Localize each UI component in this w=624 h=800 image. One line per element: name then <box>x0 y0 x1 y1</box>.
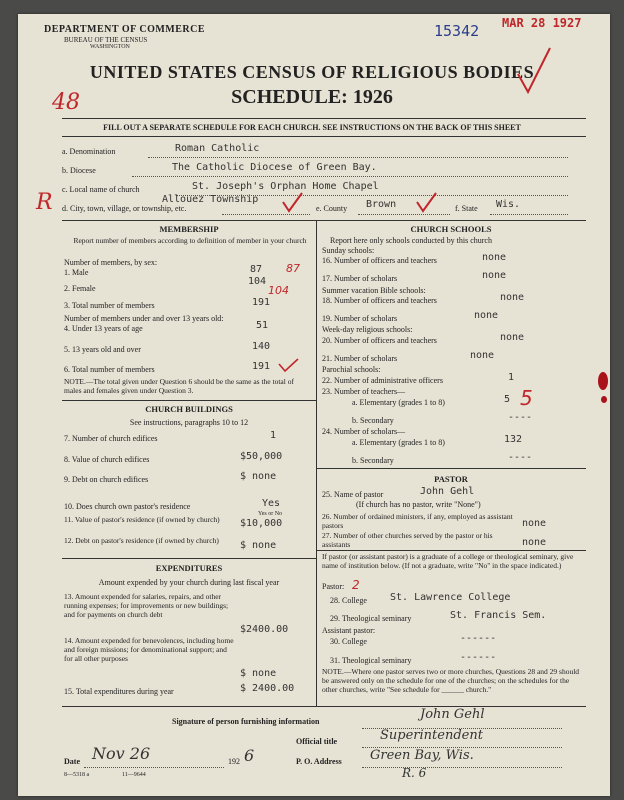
q12-label: 12. Debt on pastor's residence (if owned by church) <box>64 536 219 545</box>
divider <box>62 558 316 559</box>
department-heading: DEPARTMENT OF COMMERCE <box>44 24 206 35</box>
q1-label: 1. Male <box>64 268 89 277</box>
q24a-value: 132 <box>504 434 523 445</box>
q25-label: 25. Name of pastor <box>322 490 384 499</box>
check-mark-icon <box>414 190 440 214</box>
address-line-2: R. 6 <box>402 766 427 780</box>
q6-label: 6. Total number of members <box>64 365 155 374</box>
year-value: 6 <box>244 746 255 765</box>
check-mark-icon <box>276 356 302 376</box>
q30-value: ------ <box>460 633 497 644</box>
q24-label: 24. Number of scholars— <box>322 427 406 436</box>
q4-label: 4. Under 13 years of age <box>64 324 143 333</box>
q14-value: $ none <box>240 668 277 679</box>
form-number: 8—5318 a <box>64 772 90 778</box>
divider <box>316 550 586 551</box>
q30-label: 30. College <box>330 637 367 646</box>
divider <box>62 220 586 221</box>
q16-label: 16. Number of officers and teachers <box>322 256 437 265</box>
q26-value: none <box>522 518 547 529</box>
ink-spot <box>601 396 607 403</box>
q7-value: 1 <box>270 430 277 441</box>
address-value: Green Bay, Wis. <box>370 748 474 763</box>
pastor-note: NOTE.—Where one pastor serves two or more churches, Questions 28 and 29 should be answered only on the schedule for one of the churches; on the schedules for the other churches, write "See schedule for ______ church." <box>322 667 580 694</box>
sunday-label: Sunday schools: <box>322 246 375 255</box>
q3-value: 191 <box>252 297 271 308</box>
signature-label: Signature of person furnishing information <box>172 717 320 726</box>
q19-value: none <box>474 310 499 321</box>
local-name-value: St. Joseph's Orphan Home Chapel <box>192 181 379 192</box>
official-title-label: Official title <box>296 737 338 746</box>
q2-mark: 104 <box>268 284 289 297</box>
city-value: Allouez Township <box>162 194 259 205</box>
bureau-heading: BUREAU OF THE CENSUS <box>64 36 148 44</box>
q28-value: St. Lawrence College <box>390 592 511 603</box>
q2-value: 104 <box>248 276 267 287</box>
q15-label: 15. Total expenditures during year <box>64 687 174 696</box>
q21-value: none <box>470 350 495 361</box>
diocese-label: b. Diocese <box>62 166 96 175</box>
buildings-sub: See instructions, paragraphs 10 to 12 <box>129 418 249 427</box>
weekday-label: Week-day religious schools: <box>322 325 413 334</box>
date-line <box>84 767 224 768</box>
summer-label: Summer vacation Bible schools: <box>322 286 426 295</box>
q14-label: 14. Amount expended for benevolences, including home and foreign missions; for denominational support; and for all other purposes <box>64 636 234 663</box>
q23-label: 23. Number of teachers— <box>322 387 406 396</box>
county-label: e. County <box>316 204 348 213</box>
denomination-line <box>148 157 568 158</box>
q10-label: 10. Does church own pastor's residence <box>64 502 191 511</box>
q31-label: 31. Theological seminary <box>330 656 412 665</box>
buildings-heading: CHURCH BUILDINGS <box>145 404 233 414</box>
q27-label: 27. Number of other churches served by the pastor or his assistants <box>322 531 493 549</box>
q18-value: none <box>500 292 525 303</box>
q13-value: $2400.00 <box>240 624 289 635</box>
q15-value: $ 2400.00 <box>240 683 295 694</box>
divider <box>62 136 586 137</box>
yes-no-hint: Yes or No <box>258 511 283 517</box>
q26-label: 26. Number of ordained ministers, if any, employed as assistant pastors <box>322 512 513 530</box>
q1-value: 87 <box>250 264 263 275</box>
assistant-label: Assistant pastor: <box>322 626 376 635</box>
q2-label: 2. Female <box>64 284 96 293</box>
q5-label: 5. 13 years old and over <box>64 345 141 354</box>
q11-label: 11. Value of pastor's residence (if owned by church) <box>64 515 220 524</box>
schedule-title: SCHEDULE: 1926 <box>231 86 393 108</box>
year-prefix: 192 <box>228 757 240 766</box>
check-mark-icon <box>280 190 306 214</box>
margin-number: 48 <box>52 90 80 115</box>
city-line <box>222 214 310 215</box>
q31-value: ------ <box>460 652 497 663</box>
q23a-value: 5 <box>504 394 511 405</box>
q12-value: $ none <box>240 540 277 551</box>
q4-value: 51 <box>256 320 269 331</box>
expenditures-heading: EXPENDITURES <box>155 563 223 573</box>
form-title: UNITED STATES CENSUS OF RELIGIOUS BODIES <box>89 62 535 82</box>
stamp-number: 15342 <box>434 22 480 40</box>
city-label: d. City, town, village, or township, etc. <box>62 204 187 213</box>
q24b-label: b. Secondary <box>352 456 394 465</box>
q5-value: 140 <box>252 341 271 352</box>
membership-heading: MEMBERSHIP <box>159 224 219 234</box>
q20-label: 20. Number of officers and teachers <box>322 336 437 345</box>
county-line <box>358 214 450 215</box>
q25-value: John Gehl <box>420 486 475 497</box>
q3-label: 3. Total number of members <box>64 301 155 310</box>
q24a-label: a. Elementary (grades 1 to 8) <box>352 438 445 447</box>
diocese-line <box>132 176 568 177</box>
q23b-value: ---- <box>508 412 533 423</box>
date-value: Nov 26 <box>92 744 151 763</box>
q17-label: 17. Number of scholars <box>322 274 398 283</box>
q21-label: 21. Number of scholars <box>322 354 398 363</box>
margin-letter: R <box>36 190 53 215</box>
denomination-label: a. Denomination <box>62 147 116 156</box>
parochial-label: Parochial schools: <box>322 365 381 374</box>
q16-value: none <box>482 252 507 263</box>
column-divider <box>316 220 317 706</box>
q6-value: 191 <box>252 361 271 372</box>
q19-label: 19. Number of scholars <box>322 314 398 323</box>
pastor-heading: PASTOR <box>434 474 468 484</box>
membership-intro: Report number of members according to definition of member in your church <box>73 236 307 245</box>
q22-label: 22. Number of administrative officers <box>322 376 443 385</box>
q18-label: 18. Number of officers and teachers <box>322 296 437 305</box>
q29-label: 29. Theological seminary <box>330 614 412 623</box>
age-intro: Number of members under and over 13 years old: <box>64 314 224 323</box>
q27-value: none <box>522 537 547 548</box>
state-label: f. State <box>455 204 478 213</box>
official-title-value: Superintendent <box>380 728 483 743</box>
q17-value: none <box>482 270 507 281</box>
q24b-value: ---- <box>508 452 533 463</box>
ink-spot <box>598 372 608 390</box>
expenditures-sub: Amount expended by your church during last fiscal year <box>98 578 280 587</box>
q20-value: none <box>500 332 525 343</box>
address-label: P. O. Address <box>296 757 342 766</box>
instruction-line: FILL OUT A SEPARATE SCHEDULE FOR EACH CHURCH. SEE INSTRUCTIONS ON THE BACK OF THIS SHEET <box>103 123 521 132</box>
stamp-date: MAR 28 1927 <box>502 16 582 30</box>
q29-value: St. Francis Sem. <box>450 610 547 621</box>
divider <box>316 468 586 469</box>
divider <box>62 400 316 401</box>
county-value: Brown <box>366 199 397 210</box>
date-label: Date <box>64 757 80 766</box>
q9-value: $ none <box>240 471 277 482</box>
q9-label: 9. Debt on church edifices <box>64 475 149 484</box>
schools-intro: Report here only schools conducted by this church <box>330 236 492 245</box>
q13-label: 13. Amount expended for salaries, repairs, and other running expenses; for improvements or new buildings; and for payments on church debt <box>64 592 229 619</box>
q10-value: Yes <box>262 498 281 509</box>
q8-value: $50,000 <box>240 451 283 462</box>
q7-label: 7. Number of church edifices <box>64 434 158 443</box>
state-value: Wis. <box>496 199 521 210</box>
state-line <box>490 214 568 215</box>
local-name-label: c. Local name of church <box>62 185 140 194</box>
pastor-label: Pastor: <box>322 582 345 591</box>
divider <box>62 706 586 707</box>
q23b-label: b. Secondary <box>352 416 394 425</box>
pastor-mark: 2 <box>352 578 360 592</box>
q25-note: (If church has no pastor, write "None") <box>356 500 481 509</box>
q8-label: 8. Value of church edifices <box>64 455 150 464</box>
q23a-label: a. Elementary (grades 1 to 8) <box>352 398 445 407</box>
by-sex-label: Number of members, by sex: <box>64 258 158 267</box>
q22-value: 1 <box>508 372 515 383</box>
address-line <box>362 767 562 768</box>
membership-note: NOTE.—The total given under Question 6 should be the same as the total of males and females given under Question 3. <box>64 377 294 395</box>
graduate-note: If pastor (or assistant pastor) is a graduate of a college or theological seminary, give name of institution below. (If not a graduate, write "No" in the space indicated.) <box>322 552 574 570</box>
diocese-value: The Catholic Diocese of Green Bay. <box>172 162 377 173</box>
washington-heading: WASHINGTON <box>90 44 130 50</box>
check-mark-icon <box>514 44 554 98</box>
form-code: 11—9644 <box>122 772 146 778</box>
schools-heading: CHURCH SCHOOLS <box>410 224 492 234</box>
denomination-value: Roman Catholic <box>175 143 260 154</box>
q23a-mark: 5 <box>520 386 533 410</box>
q11-value: $10,000 <box>240 518 283 529</box>
signature-value: John Gehl <box>420 707 485 722</box>
divider <box>62 118 586 119</box>
q28-label: 28. College <box>330 596 367 605</box>
q1-mark: 87 <box>286 262 300 275</box>
